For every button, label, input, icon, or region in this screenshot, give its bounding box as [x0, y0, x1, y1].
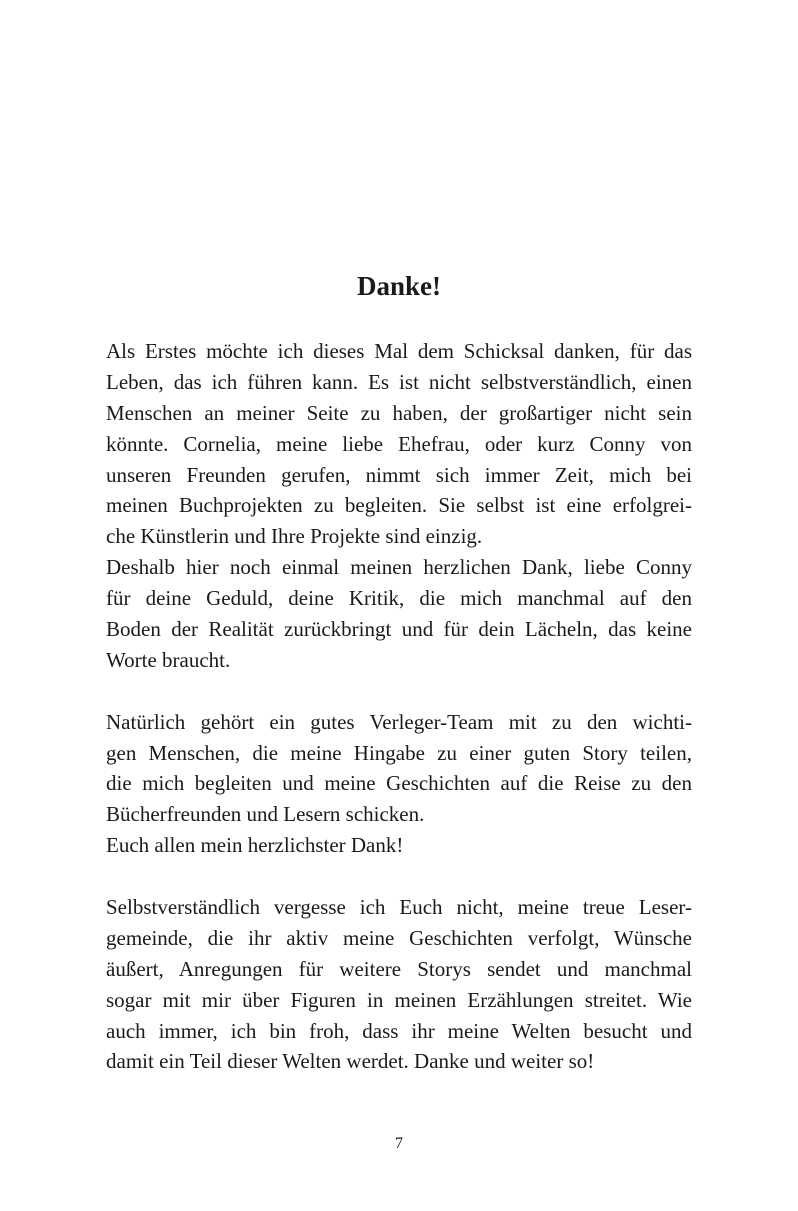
text-line: Natürlich gehört ein gutes Verleger-Team mit zu den wichti-	[106, 709, 692, 734]
text-line: für deine Geduld, deine Kritik, die mich manchmal auf den	[106, 586, 692, 611]
text-line: Leben, das ich führen kann. Es ist nicht selbstverständlich, einen	[106, 369, 692, 394]
paragraph-spacer	[106, 676, 692, 707]
text-line: che Künstlerin und Ihre Projekte sind einzig.	[106, 524, 483, 549]
paragraph-3	[106, 892, 692, 1077]
text-line: unseren Freunden gerufen, nimmt sich immer Zeit, mich bei	[106, 462, 692, 487]
text-line: Als Erstes möchte ich dieses Mal dem Schicksal danken, für das	[106, 339, 692, 363]
paragraph-spacer	[106, 861, 692, 892]
text-line: die mich begleiten und meine Geschichten auf die Reise zu den	[106, 771, 692, 796]
text-line: sogar mit mir über Figuren in meinen Erzählungen streitet. Wie	[106, 987, 692, 1012]
text-line: damit ein Teil dieser Welten werdet. Danke und weiter so!	[106, 1049, 595, 1074]
text-line: meinen Buchprojekten zu begleiten. Sie selbst ist eine erfolgrei-	[106, 493, 692, 518]
text-line: Boden der Realität zurückbringt und für dein Lächeln, das keine	[106, 617, 692, 642]
text-line: Selbstverständlich vergesse ich Euch nicht, meine treue Leser-	[106, 895, 692, 920]
text-line: gen Menschen, die meine Hingabe zu einer guten Story teilen,	[106, 740, 692, 765]
text-line: auch immer, ich bin froh, dass ihr meine Welten besucht und	[106, 1018, 692, 1043]
text-line: könnte. Cornelia, meine liebe Ehefrau, oder kurz Conny von	[106, 431, 692, 456]
text-line: Euch allen mein herzlichster Dank!	[106, 833, 404, 858]
text-line: äußert, Anregungen für weitere Storys sendet und manchmal	[106, 956, 692, 981]
acknowledgements-text	[106, 336, 692, 1077]
paragraph-2	[106, 707, 692, 861]
page-title: Danke!	[356, 271, 441, 301]
text-line: Deshalb hier noch einmal meinen herzlichen Dank, liebe Conny	[106, 555, 692, 580]
text-line: Worte braucht.	[106, 647, 231, 672]
paragraph-1	[106, 336, 692, 676]
text-line: gemeinde, die ihr aktiv meine Geschichten verfolgt, Wünsche	[106, 925, 692, 950]
page-number: 7	[395, 1135, 403, 1152]
text-line: Bücherfreunden und Lesern schicken.	[106, 802, 425, 827]
text-line: Menschen an meiner Seite zu haben, der großartiger nicht sein	[106, 400, 692, 425]
